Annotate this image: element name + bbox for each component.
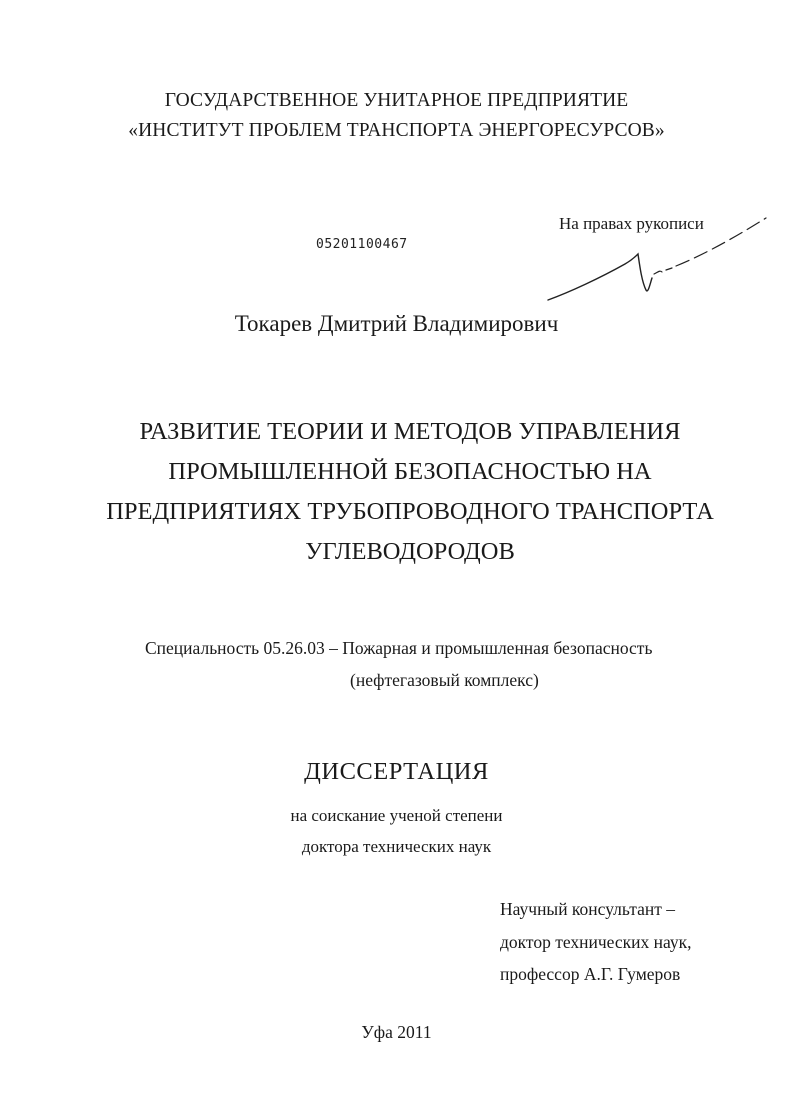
consultant-line-1: Научный консультант – (500, 899, 675, 919)
scientific-consultant (500, 893, 692, 991)
degree-info (0, 800, 793, 862)
document-kind: ДИССЕРТАЦИЯ (304, 758, 489, 785)
document-code: 05201100467 (316, 237, 408, 252)
signature (540, 212, 770, 312)
title-line-4: УГЛЕВОДОРОДОВ (305, 538, 515, 565)
place-year: Уфа 2011 (361, 1022, 432, 1042)
dissertation-title (60, 412, 760, 572)
title-line-3: ПРЕДПРИЯТИЯХ ТРУБОПРОВОДНОГО ТРАНСПОРТА (106, 498, 714, 525)
title-line-1: РАЗВИТИЕ ТЕОРИИ И МЕТОДОВ УПРАВЛЕНИЯ (139, 418, 681, 445)
title-line-2: ПРОМЫШЛЕННОЙ БЕЗОПАСНОСТЬЮ НА (168, 458, 652, 485)
organization-line-1: ГОСУДАРСТВЕННОЕ УНИТАРНОЕ ПРЕДПРИЯТИЕ (164, 90, 629, 111)
organization-line-2: «ИНСТИТУТ ПРОБЛЕМ ТРАНСПОРТА ЭНЕРГОРЕСУРСОВ» (128, 120, 665, 141)
specialty-line-2: (нефтегазовый комплекс) (350, 670, 539, 690)
degree-line-1: на соискание ученой степени (290, 806, 503, 825)
author-name: Токарев Дмитрий Владимирович (234, 311, 559, 336)
manuscript-note: На правах рукописи (559, 214, 704, 233)
consultant-line-2: доктор технических наук, (500, 931, 692, 952)
consultant-line-3: профессор А.Г. Гумеров (500, 964, 681, 984)
specialty-line-1: Специальность 05.26.03 – Пожарная и промышленная безопасность (145, 638, 653, 658)
organization-header (0, 86, 793, 146)
degree-line-2: доктора технических наук (301, 837, 492, 856)
